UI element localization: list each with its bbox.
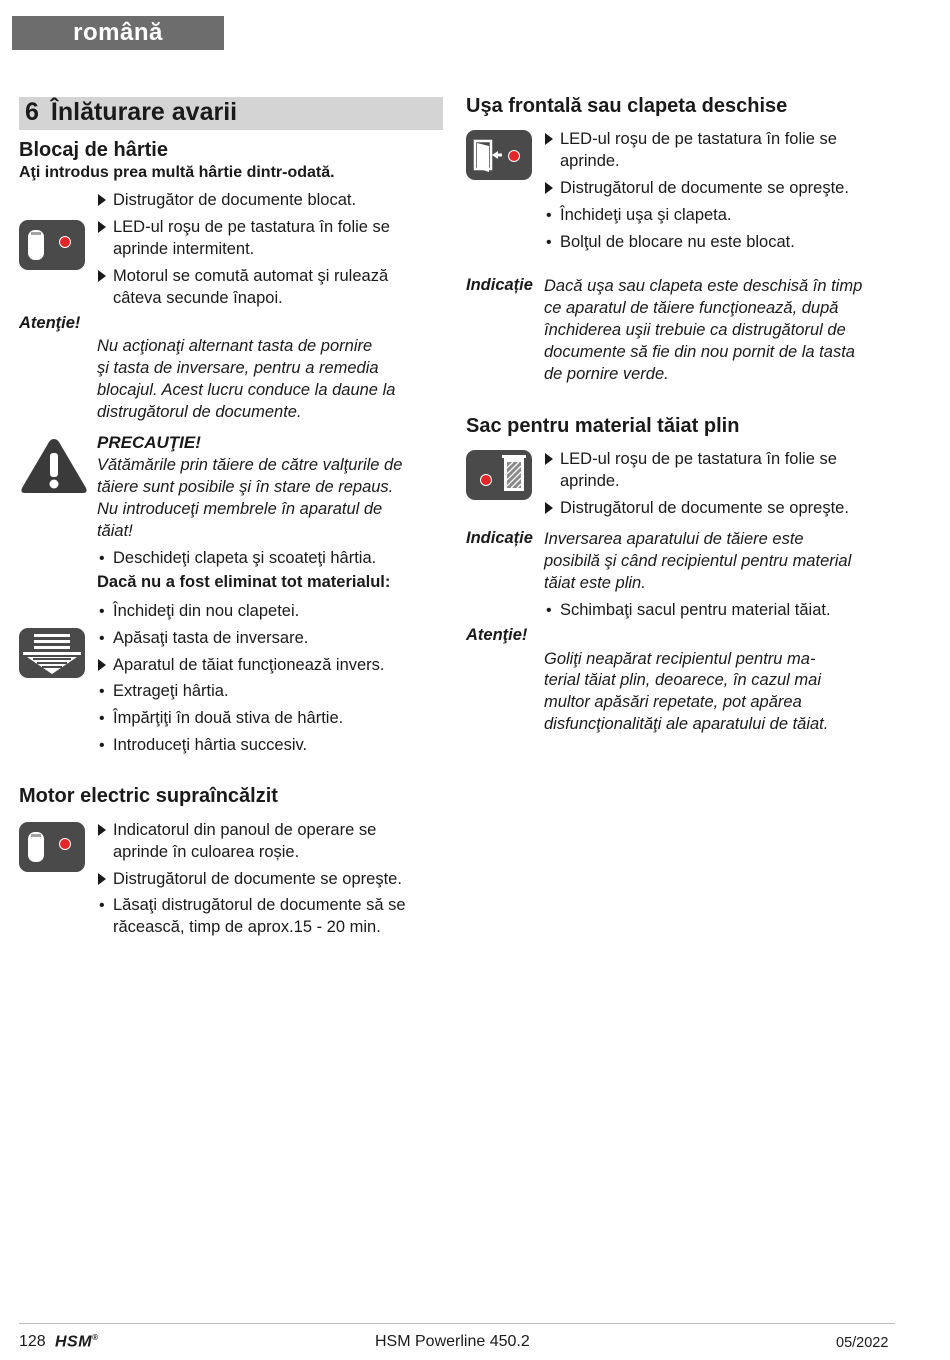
attention-text-line: multor apăsări repetate, pot apărea <box>544 693 802 711</box>
language-tab: română <box>12 16 224 50</box>
paper-jam-title: Blocaj de hârtie <box>19 139 168 161</box>
bag-full-icon <box>466 450 532 500</box>
arrow-right-icon <box>545 502 553 514</box>
reverse-key-icon <box>19 628 85 678</box>
control-panel-led-icon <box>19 822 85 872</box>
chapter-number: 6 <box>25 98 39 126</box>
chapter-title: Înlăturare avarii <box>50 98 238 126</box>
note-label: Indicație <box>466 529 533 547</box>
bullet-icon: • <box>546 234 552 251</box>
control-panel-led-icon <box>19 220 85 270</box>
attention-text-line: Goliţi neapărat recipientul pentru ma- <box>544 650 816 668</box>
arrow-right-icon <box>545 453 553 465</box>
bullet-icon: • <box>99 603 105 620</box>
caution-text-line: Nu introduceţi membrele în aparatul de <box>97 500 383 518</box>
arrow-right-icon <box>98 194 106 206</box>
attention-text-line: disfuncţionalităţi ale aparatului de tăiat. <box>544 715 829 733</box>
bullet-icon: • <box>99 897 105 914</box>
attention-text-line: terial tăiat plin, deoarece, în cazul mai <box>544 671 821 689</box>
bullet-icon: • <box>99 737 105 754</box>
note-label: Indicație <box>466 276 533 294</box>
product-name: HSM Powerline 450.2 <box>375 1333 530 1350</box>
note-text-line: ce aparatul de tăiere funcţionează, după <box>544 299 839 317</box>
note-text-line: posibilă şi când recipientul pentru material <box>544 552 852 570</box>
note-text-line: Inversarea aparatului de tăiere este <box>544 530 804 548</box>
attention-label: Atenţie! <box>466 626 528 644</box>
note-text-line: de pornire verde. <box>544 365 669 383</box>
motor-title: Motor electric supraîncălzit <box>19 785 278 807</box>
brand-logo: HSM® <box>55 1333 99 1351</box>
attention-text-line: şi tasta de inversare, pentru a remedia <box>97 359 379 377</box>
attention-text-line: Nu acţionaţi alternant tasta de pornire <box>97 337 373 355</box>
attention-text-line: blocajul. Acest lucru conduce la daune la <box>97 381 396 399</box>
warning-triangle-icon <box>19 436 89 496</box>
note-text-line: documente să fie din nou pornit de la tasta <box>544 343 855 361</box>
arrow-right-icon <box>545 133 553 145</box>
door-open-icon <box>466 130 532 180</box>
publication-date: 05/2022 <box>836 1335 889 1351</box>
arrow-right-icon <box>98 873 106 885</box>
paper-jam-subtitle: Aţi introdus prea multă hârtie dintr-odată. <box>19 164 335 181</box>
attention-label: Atenţie! <box>19 314 81 332</box>
arrow-right-icon <box>545 182 553 194</box>
page-number: 128 <box>19 1333 46 1350</box>
note-text-line: tăiat este plin. <box>544 574 646 592</box>
bag-full-title: Sac pentru material tăiat plin <box>466 415 740 437</box>
door-title: Uşa frontală sau clapeta deschise <box>466 95 788 117</box>
arrow-right-icon <box>98 824 106 836</box>
bullet-icon: • <box>546 207 552 224</box>
arrow-right-icon <box>98 221 106 233</box>
note-text-line: închiderea uşii trebuie ca distrugătorul de <box>544 321 846 339</box>
caution-text-line: tăiat! <box>97 522 133 540</box>
arrow-right-icon <box>98 270 106 282</box>
bullet-icon: • <box>99 550 105 567</box>
attention-text-line: distrugătorul de documente. <box>97 403 302 421</box>
footer-divider <box>19 1323 895 1324</box>
bullet-icon: • <box>546 602 552 619</box>
not-removed-title: Dacă nu a fost eliminat tot materialul: <box>97 573 391 591</box>
caution-title: PRECAUŢIE! <box>97 433 201 452</box>
chapter-heading <box>19 97 443 130</box>
bullet-icon: • <box>99 630 105 647</box>
bullet-icon: • <box>99 683 105 700</box>
caution-text-line: tăiere sunt posibile şi în stare de repaus. <box>97 478 394 496</box>
caution-text-line: Vătămările prin tăiere de către valţurile de <box>97 456 403 474</box>
bullet-icon: • <box>99 710 105 727</box>
note-text-line: Dacă uşa sau clapeta este deschisă în timp <box>544 277 863 295</box>
arrow-right-icon <box>98 659 106 671</box>
